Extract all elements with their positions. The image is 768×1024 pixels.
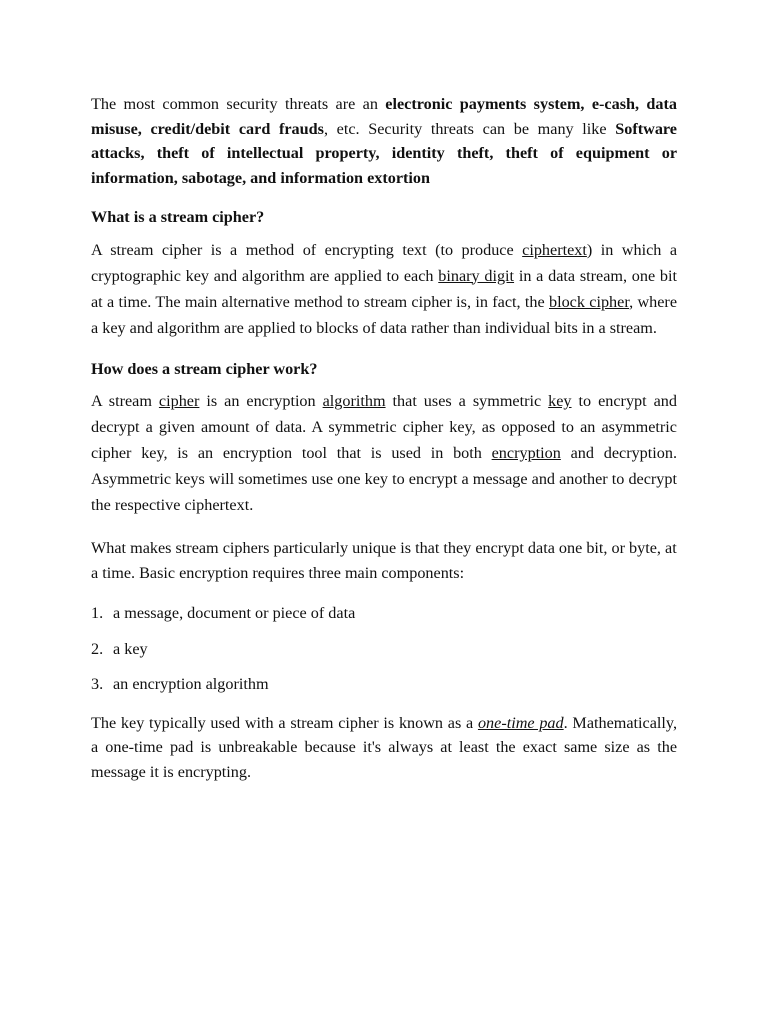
link-key[interactable]: key (548, 392, 572, 410)
attacks-bold-text: Software attacks, theft of intellectual property, identity theft, theft of equipment or information, sabotage, and information extortion (91, 119, 677, 187)
link-ciphertext[interactable]: ciphertext (522, 240, 587, 259)
list-number: 3. (91, 675, 104, 693)
link-algorithm[interactable]: algorithm (322, 392, 386, 410)
link-cipher[interactable]: cipher (158, 392, 200, 410)
list-item (91, 672, 677, 697)
list-item (91, 637, 677, 662)
threats-bold-text: electronic payments system, e-cash, data misuse, credit/debit card frauds (91, 95, 677, 138)
stream-cipher-explanation: A stream cipher is an encryption algorithm that uses a symmetric key to encrypt and decrypt a given amount of data. A symmetric cipher key, as opposed to an asymmetric cipher key, is an encryption tool that is used in both encryption and decryption. Asymmetric keys will sometimes use one key to encrypt a message and another to decrypt the respective ciphertext. (91, 392, 677, 514)
uniqueness-paragraph: What makes stream ciphers particularly unique is that they encrypt data one bit, or byte, at a time. Basic encryption requires three main components: (91, 539, 677, 582)
link-binary-digit[interactable]: binary digit (438, 266, 515, 285)
document-page (91, 92, 677, 784)
components-list (91, 601, 677, 697)
list-item-text: a key (113, 639, 148, 658)
list-item (91, 601, 677, 626)
list-item-text: a message, document or piece of data (113, 604, 356, 622)
link-block-cipher[interactable]: block cipher (549, 292, 630, 311)
section-heading-what-is: What is a stream cipher? (91, 208, 265, 226)
stream-cipher-definition: A stream cipher is a method of encrypting text (to produce ciphertext) in which a cryptographic key and algorithm are applied to each binary digit in a data stream, one bit at a time. The main alternative method to stream cipher is, in fact, the block cipher, where a key and algorithm are applied to blocks of data rather than individual bits in a stream. (91, 240, 678, 337)
link-encryption[interactable]: encryption (491, 444, 561, 462)
list-number: 2. (91, 639, 104, 658)
list-item-text: an encryption algorithm (113, 675, 269, 693)
intro-paragraph: The most common security threats are an electronic payments system, e-cash, data misuse, credit/debit card frauds, etc. Security threats can be many like Software attacks, theft of intellectual property, identity theft, theft of equipment or information, sabotage, and information extortion (91, 95, 677, 187)
section-heading-how-works: How does a stream cipher work? (91, 359, 318, 378)
link-one-time-pad[interactable]: one-time pad (477, 713, 564, 732)
list-number: 1. (91, 604, 104, 622)
one-time-pad-paragraph: The key typically used with a stream cipher is known as a one-time pad. Mathematically, a one-time pad is unbreakable because it's always at least the exact same size as the message it is encrypting. (91, 713, 677, 781)
